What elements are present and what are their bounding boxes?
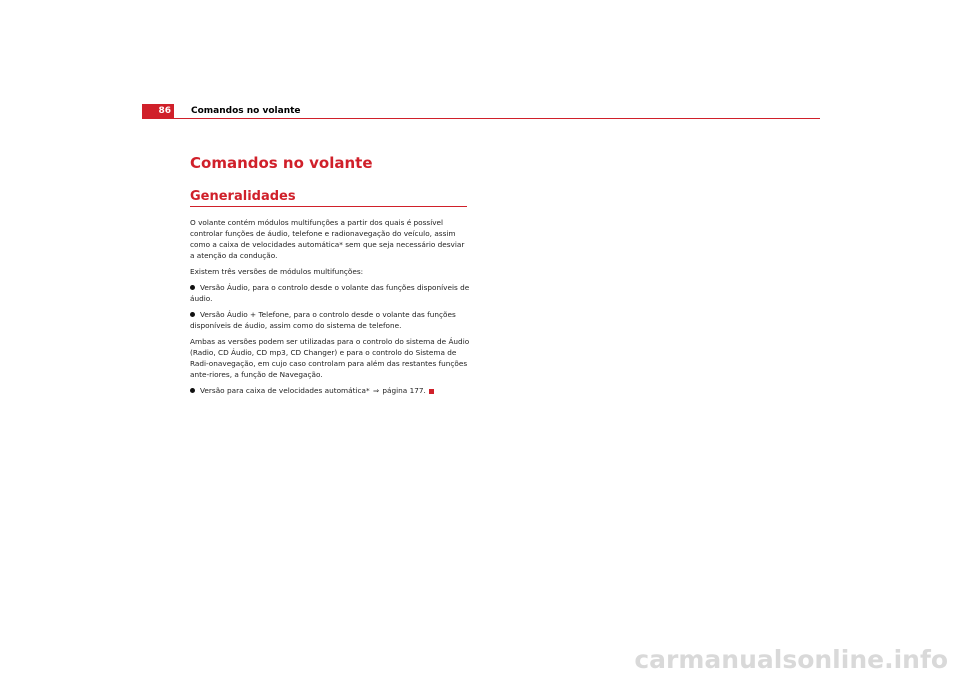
header-rule bbox=[142, 118, 820, 119]
bullet-text: Versão para caixa de velocidades automática* bbox=[200, 386, 370, 395]
paragraph-systems: Ambas as versões podem ser utilizadas para o controlo do sistema de Áudio (Radio, CD Áudio, CD mp3, CD Changer) e para o controlo do Sistema de Radi-onavegação, em cujo caso controlam para além das restantes funções ante-riores, a função de Navegação. bbox=[190, 337, 470, 379]
bullet-item bbox=[190, 385, 470, 396]
bullet-text: Versão Áudio + Telefone, para o controlo desde o volante das funções disponíveis de áudio, assim como do sistema de telefone. bbox=[190, 310, 456, 330]
bullet-icon bbox=[190, 312, 195, 317]
bullet-text: Versão Áudio, para o controlo desde o volante das funções disponíveis de áudio. bbox=[190, 283, 470, 303]
section-title: Generalidades bbox=[190, 189, 296, 204]
paragraph-versions: Existem três versões de módulos multifunções: bbox=[190, 267, 364, 276]
running-header: Comandos no volante bbox=[191, 106, 301, 116]
body-text bbox=[190, 217, 470, 401]
cross-reference-arrow-icon: ⇒ bbox=[372, 386, 380, 395]
watermark: carmanualsonline.info bbox=[634, 645, 948, 674]
page-number: 86 bbox=[142, 104, 174, 118]
page-reference-link[interactable]: página 177. bbox=[382, 386, 426, 395]
bullet-icon bbox=[190, 285, 195, 290]
chapter-title: Comandos no volante bbox=[190, 154, 373, 172]
bullet-item bbox=[190, 282, 470, 304]
section-rule bbox=[190, 206, 467, 207]
bullet-icon bbox=[190, 388, 195, 393]
end-of-section-icon bbox=[429, 389, 434, 394]
paragraph-intro: O volante contém módulos multifunções a partir dos quais é possível controlar funções de áudio, telefone e radionavegação do veículo, assim como a caixa de velocidades automática* sem que seja necessário desviar a atenção da condução. bbox=[190, 218, 465, 260]
bullet-item bbox=[190, 309, 470, 331]
